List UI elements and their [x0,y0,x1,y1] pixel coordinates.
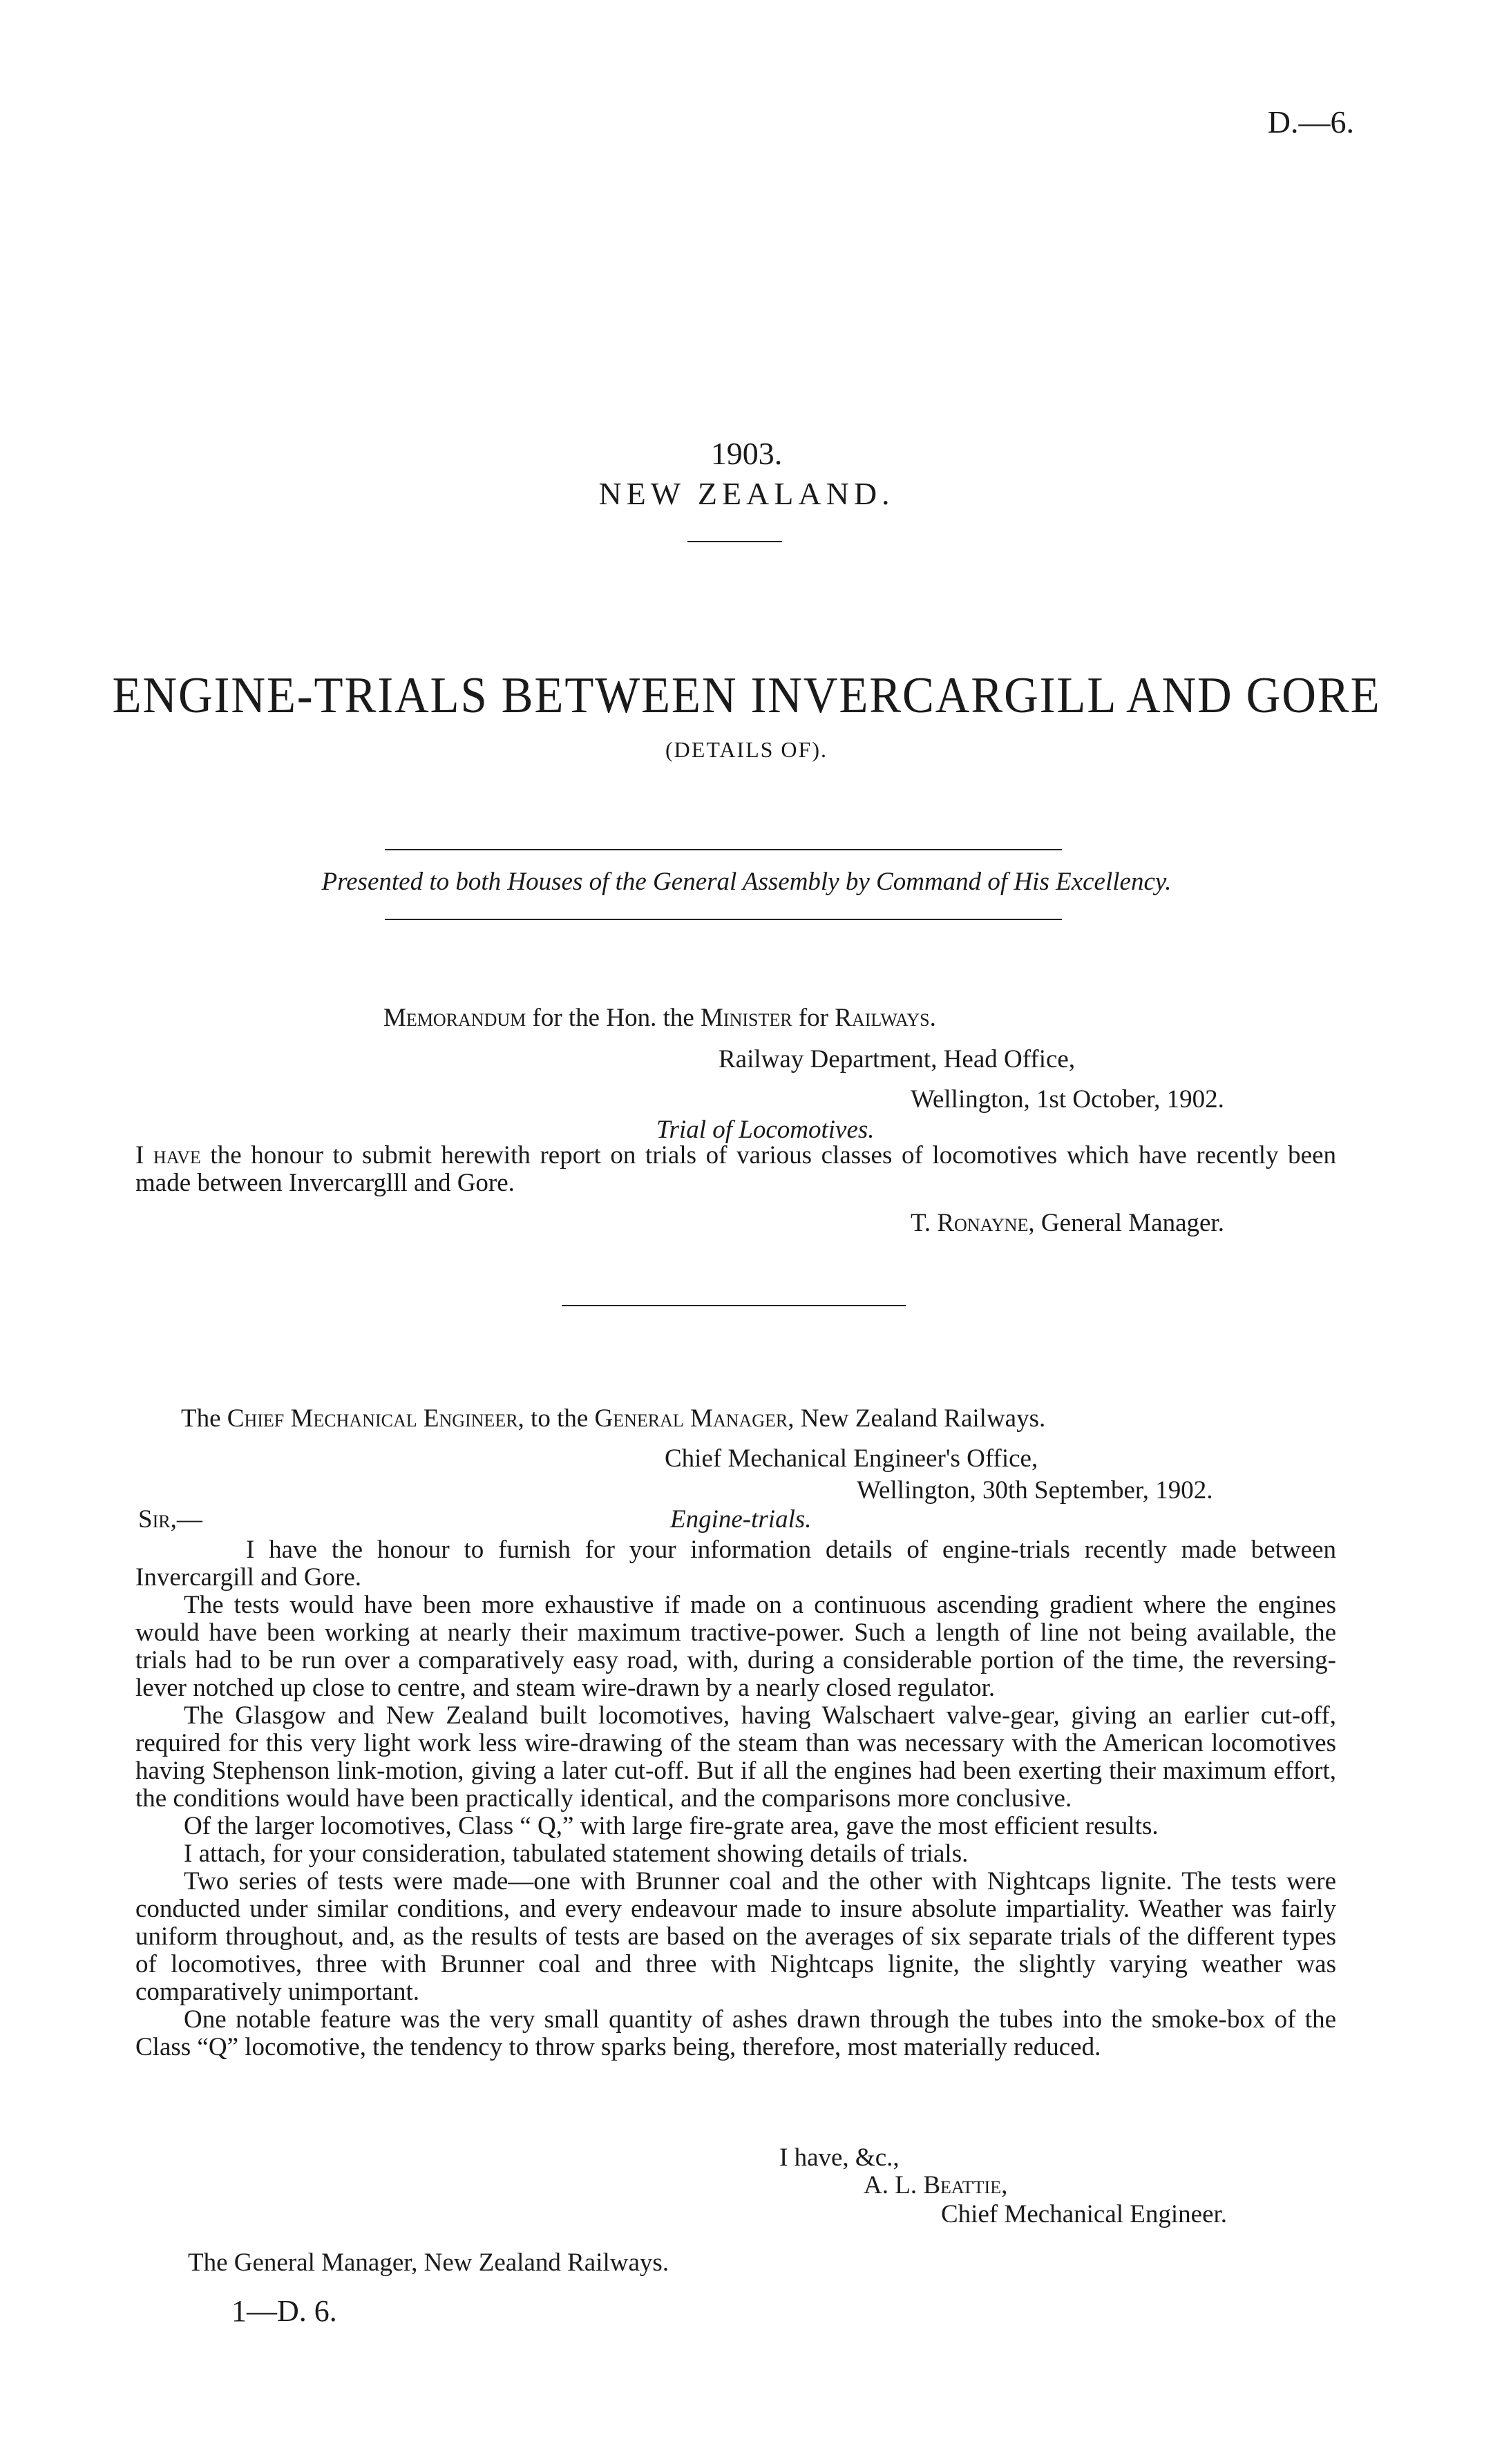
letter-paragraph: I have the honour to furnish for your information details of engine-trials recently made between Invercargill and Gore. [135,1536,1336,1592]
letter-paragraph: I attach, for your consideration, tabulated statement showing details of trials. [184,1840,969,1868]
letter-office-line1: Chief Mechanical Engineer's Office, [665,1444,1038,1473]
memorandum-heading: Memorandum for the Hon. the Minister for Railways. [383,1004,936,1032]
letter-heading: The Chief Mechanical Engineer, to the General Manager, New Zealand Railways. [181,1404,1046,1433]
letter-paragraph: The tests would have been more exhaustive if made on a continuous ascending gradient where the engines would have been working at nearly their maximum tractive-power. Such a length of line not being available, the trials had to be run over a comparatively easy road, with, during a considerable portion of the time, the reversing-lever notched up close to centre, and steam wire-drawn by a nearly closed regulator. [135,1591,1336,1702]
document-subtitle: (DETAILS OF). [665,737,828,762]
memorandum-body: I have the honour to submit herewith report on trials of various classes of locomotives which have recently been made between Invercarglll and Gore. [135,1141,1336,1197]
letter-signature: A. L. Beattie, [864,2171,1008,2199]
memorandum-office-line2: Wellington, 1st October, 1902. [911,1085,1224,1114]
presented-note: Presented to both Houses of the General Assembly by Command of His Excellency. [321,868,1172,896]
letter-salutation: Sir,— [138,1505,202,1534]
letter-paragraph: One notable feature was the very small quantity of ashes drawn through the tubes into the smoke-box of the Class “Q” locomotive, the tendency to throw sparks being, therefore, most materially reduced. [135,2005,1336,2061]
sheet-mark: 1—D. 6. [231,2294,337,2328]
memorandum-signature: T. Ronayne, General Manager. [911,1209,1224,1237]
letter-paragraph: Of the larger locomotives, Class “ Q,” with large fire-grate area, gave the most efficient results. [184,1812,1159,1840]
letter-paragraph: The Glasgow and New Zealand built locomotives, having Walschaert valve-gear, giving an earlier cut-off, required for this very light work less wire-drawing of the steam than was necessary with the American locomotives having Stephenson link-motion, giving a later cut-off. But if all the engines had been exerting their maximum effort, the conditions would have been practically identical, and the comparisons more conclusive. [135,1701,1336,1813]
letter-body [135,1536,1336,2061]
memorandum-subject: Trial of Locomotives. [656,1116,875,1144]
letter-paragraph: Two series of tests were made—one with Brunner coal and the other with Nightcaps lignite. The tests were conducted under similar conditions, and every endeavour made to insure absolute impartiality. Weather was fairly uniform throughout, and, as the results of tests are based on the averages of six separate trials of the different types of locomotives, three with Brunner coal and three with Nightcaps lignite, the slightly varying weather was comparatively unimportant. [135,1867,1336,2006]
divider-below-presented [385,919,1062,920]
letter-closing: I have, &c., [779,2143,900,2172]
country: NEW ZEALAND. [598,476,895,511]
divider-above-presented [385,849,1062,850]
letter-addressee: The General Manager, New Zealand Railways. [188,2248,669,2277]
memorandum-office-line1: Railway Department, Head Office, [719,1045,1076,1073]
letter-subject: Engine-trials. [670,1505,812,1534]
letter-signature-title: Chief Mechanical Engineer. [941,2200,1228,2228]
letter-office-line2: Wellington, 30th September, 1902. [857,1476,1213,1505]
divider-short [687,541,782,542]
divider-mid [562,1305,906,1306]
year: 1903. [710,436,783,471]
document-code: D.—6. [1267,104,1354,140]
document-title: ENGINE-TRIALS BETWEEN INVERCARGILL AND GORE [112,667,1381,724]
